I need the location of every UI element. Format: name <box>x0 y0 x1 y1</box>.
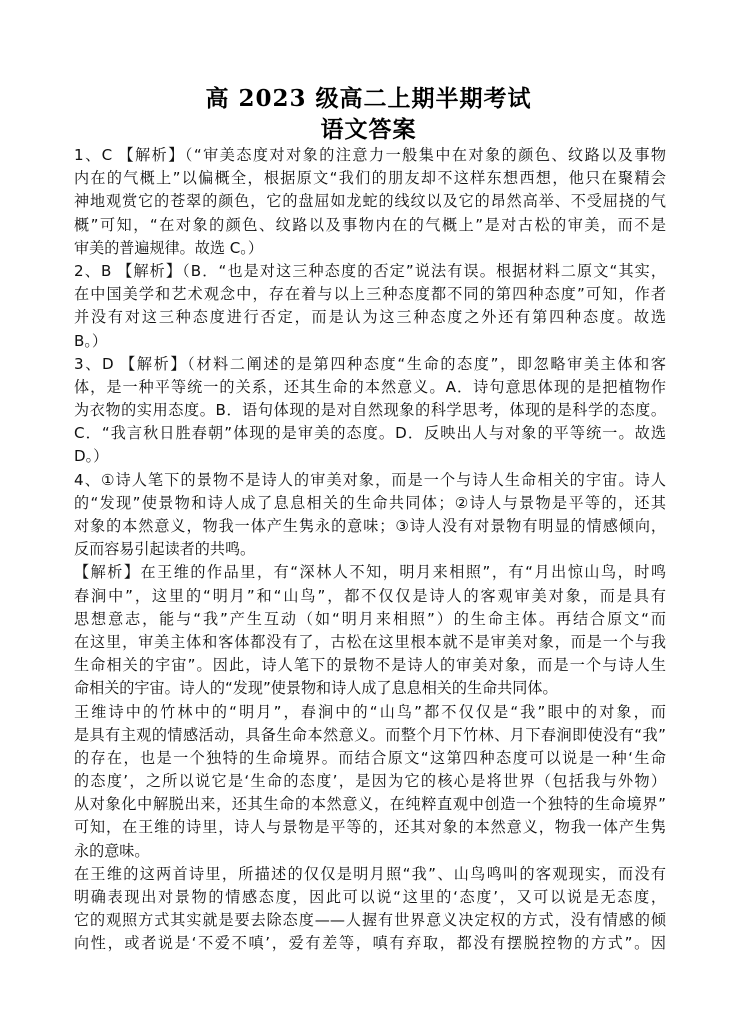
text-line: 可知，在王维的诗里，诗人与景物是平等的，还其对象的本然意义，物我一体产生隽 <box>74 818 666 837</box>
text-line: 内在的气概上”以偏概全，根据原文“我们的朋友却不这样东想西想，他只在聚精会 <box>74 169 666 188</box>
text-line: 思想意志，能与“我”产生互动（如“明月来相照”）的生命主体。再结合原文“而 <box>74 609 666 628</box>
text-line: 1、C 【解析】（“审美态度对对象的注意力一般集中在对象的颜色、纹路以及事物 <box>74 146 666 164</box>
exam-title: 高 2023 级高二上期半期考试 <box>205 85 532 112</box>
text-line: B。） <box>74 331 107 350</box>
text-line: 的态度’，之所以说它是‘生命的态度’，是因为它的核心是将世界（包括我与外物） <box>74 772 666 791</box>
text-line: 体，是一种平等统一的关系，还其生命的本然意义。A．诗句意思体现的是把植物作 <box>74 377 666 396</box>
text-line: 在中国美学和艺术观念中，存在着与以上三种态度都不同的第四种态度”可知，作者 <box>74 285 666 304</box>
document-subtitle: 语文答案 <box>320 116 417 143</box>
text-line: C．“我言秋日胜春朝”体现的是审美的态度。D．反映出人与对象的平等统一。故选 <box>74 424 666 443</box>
text-line: 对象的本然意义，物我一体产生隽永的意味；③诗人没有对景物有明显的情感倾向， <box>74 517 666 535</box>
text-line: 反而容易引起读者的共鸣。 <box>74 540 256 559</box>
text-line: D。） <box>74 447 109 466</box>
text-line: 2、B 【解析】（B．“也是对这三种态度的否定”说法有误。根据材料二原文“其实， <box>74 261 666 280</box>
text-line: 在这里，审美主体和客体都没有了，古松在这里根本就不是审美对象，而是一个与我 <box>74 632 666 651</box>
text-line: 王维诗中的竹林中的“明月”，春涧中的“山鸟”都不仅仅是“我”眼中的对象，而 <box>74 702 666 721</box>
text-line: 的“发现”使景物和诗人成了息息相关的生命共同体；②诗人与景物是平等的，还其 <box>74 493 666 512</box>
text-line: 的存在，也是一个独特的生命境界。而结合原文“这第四种态度可以说是一种‘生命 <box>74 748 666 767</box>
text-line: 4、①诗人笔下的景物不是诗人的审美对象，而是一个与诗人生命相关的宇宙。诗人 <box>74 470 666 489</box>
text-line: 为衣物的实用态度。B．语句体现的是对自然现象的科学思考，体现的是科学的态度。 <box>74 401 666 420</box>
answer-body <box>74 144 666 956</box>
text-line: 明确表现出对景物的情感态度，因此可以说“这里的‘态度’，又可以说是无态度， <box>74 888 666 906</box>
text-line: 命相关的宇宙。诗人的“发现”使景物和诗人成了息息相关的生命共同体。 <box>74 679 558 698</box>
text-line: 概”可知，“在对象的颜色、纹路以及事物内在的气概上”是对古松的审美，而不是 <box>74 215 666 234</box>
text-line: 神地观赏它的苍翠的颜色，它的盘屈如龙蛇的线纹以及它的昂然高举、不受屈挠的气 <box>74 192 666 211</box>
text-line: 是具有主观的情感活动，具备生命本然意义。而整个月下竹林、月下春涧即使没有“我” <box>74 725 666 744</box>
text-line: 春涧中”，这里的“明月”和“山鸟”，都不仅仅是诗人的客观审美对象，而是具有 <box>74 586 666 605</box>
text-line: 生命相关的宇宙”。因此，诗人笔下的景物不是诗人的审美对象，而是一个与诗人生 <box>74 656 666 675</box>
text-line: 永的意味。 <box>74 841 150 860</box>
text-line: 审美的普遍规律。故选 C。） <box>74 238 263 257</box>
text-line: 并没有对这三种态度进行否定，而是认为这三种态度之外还有第四种态度。故选 <box>74 308 666 327</box>
text-line: 从对象化中解脱出来，还其生命的本然意义，在纯粹直观中创造一个独特的生命境界” <box>74 795 666 814</box>
text-line: 它的观照方式其实就是要去除态度——人握有世界意义决定权的方式，没有情感的倾 <box>74 911 666 930</box>
text-line: 3、D 【解析】（材料二阐述的是第四种态度“生命的态度”，即忽略审美主体和客 <box>74 354 666 373</box>
text-line: 【解析】在王维的作品里，有“深林人不知，明月来相照”，有“月出惊山鸟，时鸣 <box>74 563 666 582</box>
text-line: 在王维的这两首诗里，所描述的仅仅是明月照“我”、山鸟鸣叫的客观现实，而没有 <box>74 864 666 883</box>
text-line: 向性，或者说是‘不爱不嗔’，爱有差等，嗔有弃取，都没有摆脱控物的方式”。因 <box>74 934 666 953</box>
